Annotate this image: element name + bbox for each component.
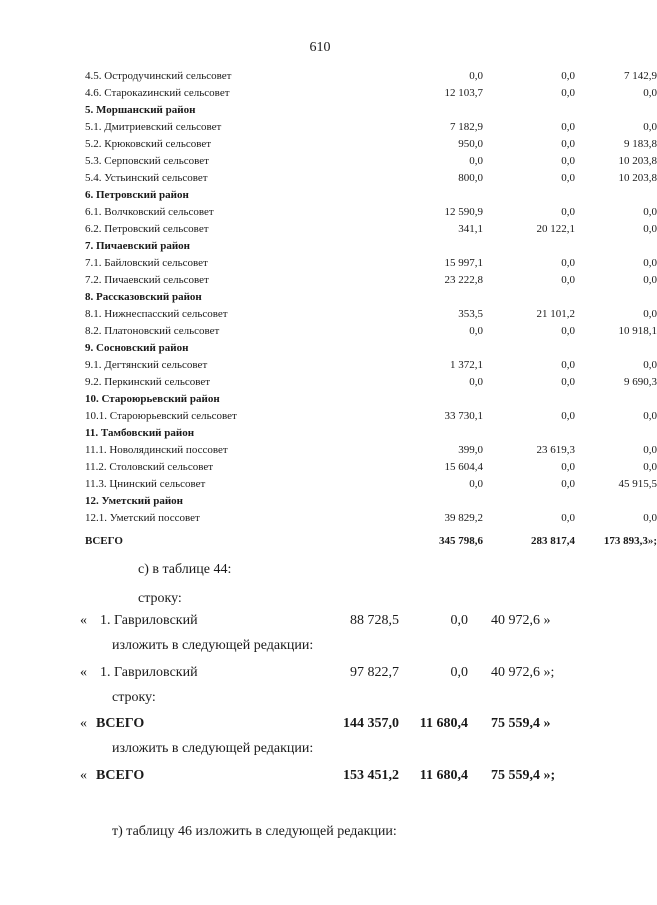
value-1: 0,0 <box>469 70 483 82</box>
row-name: 6.1. Волчковский сельсовет <box>85 206 214 218</box>
paragraph-row-2: строку: <box>112 690 156 705</box>
value-1: 23 222,8 <box>444 274 483 286</box>
district-heading-row <box>85 425 585 442</box>
open-quote: « <box>80 613 87 628</box>
value-1: 0,0 <box>469 155 483 167</box>
total-value-2: 283 817,4 <box>531 535 575 547</box>
table-row <box>85 510 657 527</box>
table-row <box>85 476 657 493</box>
row-name: 6.2. Петровский сельсовет <box>85 223 209 235</box>
district-heading-row <box>85 493 585 510</box>
value-3: 0,0 <box>643 257 657 269</box>
total-label: ВСЕГО <box>85 535 123 547</box>
value-2: 0,0 <box>561 87 575 99</box>
value-1: 0,0 <box>469 376 483 388</box>
cell-3: 75 559,4 » <box>491 716 551 731</box>
value-1: 0,0 <box>469 478 483 490</box>
cell-2: 11 680,4 <box>419 716 468 731</box>
value-1: 15 604,4 <box>444 461 483 473</box>
distribution-table <box>85 68 657 550</box>
row-name: 12.1. Уметский поссовет <box>85 512 200 524</box>
total-row <box>85 533 657 550</box>
value-3: 0,0 <box>643 359 657 371</box>
value-2: 0,0 <box>561 121 575 133</box>
cell-3: 40 972,6 »; <box>491 665 555 680</box>
table-row <box>85 255 657 272</box>
page-number: 610 <box>309 40 331 55</box>
value-2: 23 619,3 <box>536 444 575 456</box>
value-2: 0,0 <box>561 274 575 286</box>
value-2: 0,0 <box>561 461 575 473</box>
value-3: 7 142,9 <box>624 70 657 82</box>
district-heading-row <box>85 238 585 255</box>
value-2: 21 101,2 <box>536 308 575 320</box>
table-row <box>85 153 657 170</box>
value-3: 10 918,1 <box>618 325 657 337</box>
value-2: 0,0 <box>561 257 575 269</box>
row-name: 11.3. Цнинский сельсовет <box>85 478 206 490</box>
table-row <box>85 221 657 238</box>
row-name: 4.6. Старокazинский сельсовет <box>85 87 230 99</box>
row-name: 6. Петровский район <box>85 189 189 201</box>
value-1: 800,0 <box>458 172 483 184</box>
value-2: 0,0 <box>561 325 575 337</box>
cell-1: 153 451,2 <box>343 768 399 783</box>
value-3: 10 203,8 <box>618 155 657 167</box>
row-name: 8. Рассказовский район <box>85 291 202 303</box>
value-3: 0,0 <box>643 206 657 218</box>
row-label: 1. Гавриловский <box>100 665 198 680</box>
value-2: 0,0 <box>561 155 575 167</box>
row-name: 7.2. Пичаевский сельсовет <box>85 274 209 286</box>
row-name: 9.1. Дегтянский сельсовет <box>85 359 208 371</box>
row-name: 4.5. Остродучинский сельсовет <box>85 70 232 82</box>
value-3: 9 183,8 <box>624 138 657 150</box>
table-row <box>85 68 657 85</box>
row-name: 11.1. Новолядинский поссовет <box>85 444 228 456</box>
open-quote: « <box>80 665 87 680</box>
value-2: 0,0 <box>561 359 575 371</box>
row-name: 7.1. Байловский сельсовет <box>85 257 208 269</box>
row-name: 11. Тамбовский район <box>85 427 195 439</box>
value-3: 0,0 <box>643 308 657 320</box>
cell-2: 0,0 <box>450 665 468 680</box>
row-name: 10. Староюрьевский район <box>85 393 220 405</box>
cell-3: 75 559,4 »; <box>491 768 556 783</box>
value-2: 0,0 <box>561 376 575 388</box>
cell-3: 40 972,6 » <box>491 613 551 628</box>
row-name: 9.2. Перкинский сельсовет <box>85 376 211 388</box>
value-2: 0,0 <box>561 172 575 184</box>
value-1: 33 730,1 <box>444 410 483 422</box>
row-name: 5.2. Крюковский сельсовет <box>85 138 212 150</box>
district-heading-row <box>85 340 585 357</box>
value-3: 0,0 <box>643 121 657 133</box>
value-1: 0,0 <box>469 325 483 337</box>
district-heading-row <box>85 187 585 204</box>
row-name: 8.2. Платоновский сельсовет <box>85 325 220 337</box>
value-3: 45 915,5 <box>618 478 657 490</box>
value-2: 0,0 <box>561 478 575 490</box>
paragraph-edit-2: изложить в следующей редакции: <box>112 741 314 756</box>
total-value-3: 173 893,3»; <box>603 535 657 547</box>
value-2: 20 122,1 <box>536 223 575 235</box>
paragraph-row: строку: <box>138 591 182 606</box>
value-1: 39 829,2 <box>444 512 483 524</box>
row-name: 9. Сосновский район <box>85 342 189 354</box>
row-name: 10.1. Староюрьевский сельсовет <box>85 410 237 422</box>
table-row <box>85 272 657 289</box>
paragraph-edit: изложить в следующей редакции: <box>112 638 314 653</box>
table-row <box>85 119 657 136</box>
paragraph-table46: т) таблицу 46 изложить в следующей редакции: <box>112 824 397 839</box>
value-2: 0,0 <box>561 410 575 422</box>
row-label: ВСЕГО <box>96 768 145 783</box>
cell-1: 144 357,0 <box>343 716 399 731</box>
value-1: 12 103,7 <box>444 87 483 99</box>
value-2: 0,0 <box>561 206 575 218</box>
district-heading-row <box>85 289 585 306</box>
value-1: 399,0 <box>458 444 483 456</box>
value-1: 12 590,9 <box>444 206 483 218</box>
district-heading-row <box>85 102 585 119</box>
table-row <box>85 323 657 340</box>
value-3: 0,0 <box>643 274 657 286</box>
value-3: 10 203,8 <box>618 172 657 184</box>
table-row <box>85 459 657 476</box>
value-2: 0,0 <box>561 138 575 150</box>
row-name: 11.2. Столовский сельсовет <box>85 461 214 473</box>
cell-2: 11 680,4 <box>419 768 468 783</box>
table-row <box>85 170 657 187</box>
value-3: 0,0 <box>643 87 657 99</box>
table-row <box>85 374 657 391</box>
value-1: 950,0 <box>458 138 483 150</box>
row-name: 7. Пичаевский район <box>85 240 190 252</box>
table-row <box>85 306 657 323</box>
paragraph-table44: с) в таблице 44: <box>138 562 232 577</box>
total-value-1: 345 798,6 <box>439 535 483 547</box>
table-row <box>85 408 657 425</box>
row-name: 8.1. Нижнеспасский сельсовет <box>85 308 228 320</box>
cell-1: 97 822,7 <box>350 665 399 680</box>
open-quote: « <box>80 768 87 783</box>
row-name: 12. Уметский район <box>85 495 184 507</box>
value-2: 0,0 <box>561 70 575 82</box>
cell-2: 0,0 <box>450 613 468 628</box>
value-1: 15 997,1 <box>444 257 483 269</box>
row-name: 5.1. Дмитриевский сельсовет <box>85 121 222 133</box>
table-row <box>85 204 657 221</box>
row-label: ВСЕГО <box>96 716 145 731</box>
table-row <box>85 136 657 153</box>
table-row <box>85 85 657 102</box>
row-name: 5. Моршанский район <box>85 104 196 116</box>
row-label: 1. Гавриловский <box>100 613 198 628</box>
value-3: 0,0 <box>643 461 657 473</box>
cell-1: 88 728,5 <box>350 613 399 628</box>
value-3: 0,0 <box>643 444 657 456</box>
value-1: 353,5 <box>458 308 483 320</box>
table-row <box>85 357 657 374</box>
district-heading-row <box>85 391 585 408</box>
row-name: 5.4. Устьинский сельсовет <box>85 172 208 184</box>
value-3: 0,0 <box>643 410 657 422</box>
value-2: 0,0 <box>561 512 575 524</box>
value-1: 1 372,1 <box>450 359 483 371</box>
value-3: 0,0 <box>643 223 657 235</box>
value-1: 341,1 <box>458 223 483 235</box>
value-3: 0,0 <box>643 512 657 524</box>
open-quote: « <box>80 716 87 731</box>
table-row <box>85 442 657 459</box>
row-name: 5.3. Серповский сельсовет <box>85 155 209 167</box>
value-3: 9 690,3 <box>624 376 657 388</box>
value-1: 7 182,9 <box>450 121 483 133</box>
